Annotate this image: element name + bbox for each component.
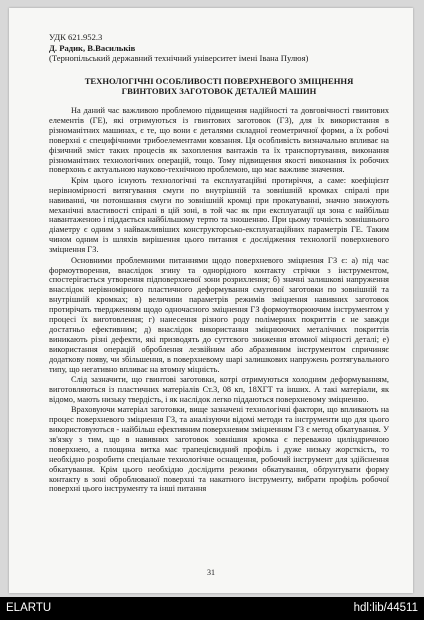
article-body <box>49 106 389 495</box>
document-page <box>9 8 413 593</box>
udc-code: УДК 621.952.3 <box>49 32 103 42</box>
article-title <box>49 76 389 97</box>
affiliation: (Тернопільський державний технічний університет імені Івана Пулюя) <box>49 53 309 64</box>
article-header <box>49 32 308 64</box>
paragraph-2: Крім цього існують технологічні та експлуатаційні протиріччя, а саме: коефіцієнт нерівномірності витягування смуги по внутрішній та зовнішній кромках спіралі при навиванні, чи потоншання смуги по зовнішній кромці при прокатуванні, значно знижують механічні властивості спіралі в цій зоні, в той час як при експлуатації ця зона є найбільш навантаженою і піддається найбільшому тертю та зношенню. При цьому точність зовнішнього діаметру є одним з найважливіших конструкторсько-експлуатаційних параметрів ГЕ. Таким чином одним із шляхів вирішення цього питання є дослідження технології поверхневого зміцнення ГЗ. <box>49 175 389 255</box>
title-line-1: ТЕХНОЛОГІЧНІ ОСОБЛИВОСТІ ПОВЕРХНЕВОГО ЗМІЦНЕННЯ <box>84 76 354 86</box>
repository-footer-bar <box>0 597 424 620</box>
repository-name: ELARTU <box>6 602 52 614</box>
paragraph-1: На даний час важливою проблемою підвищення надійності та довговічності гвинтових елементів (ГЕ), які отримуються із гвинтових заготовок (ГЗ), для їх використання в різноманітних машинах, є те, що вони є деталями складної геометричної форми, а їх робочі поверхні є специфічними трибоелементами ковзання. Ця особливість визначально впливає на фізичний зміст таких процесів як захоплення вантажів та їх транспортування, виконання різноманітних технологічних операцій, тощо. Тому підвищення якості виконання їх робочих поверхонь є актуальною науково-технічною проблемою, що має важливе значення. <box>49 106 389 175</box>
handle-identifier: hdl:lib/44511 <box>353 602 418 614</box>
title-line-2: ГВИНТОВИХ ЗАГОТОВОК ДЕТАЛЕЙ МАШИН <box>121 86 317 97</box>
paragraph-5: Враховуючи матеріал заготовки, вище зазначені технологічні фактори, що впливають на процес поверхневого зміцнення ГЗ, та аналізуючи відомі методи та інструменти що для цього використовуються - найбільш ефективним поверхневим зміцненням ГЗ є метод обкатування. У зв'язку з тим, що в навивних заготовок зовнішня кромка є переважно циліндричною поверхнею, а площина витка має трапецієвидний профіль і дуже низьку жорсткість, то необхідно розробити спеціальне технологічне оснащення, робочий інструмент для здійснення обкатування. Крім цього необхідно дослідити режими обкатування, обґрунтувати форму контакту в зоні оброблюваної поверхні та накатного інструменту, вибрати профіль робочої поверхні цього інструменту та інші питання <box>49 405 389 494</box>
paragraph-4: Слід зазначити, що гвинтові заготовки, котрі отримуються холодним деформуванням, виготовляються із пластичних матеріалів Ст.3, 08 кп, 18ХГТ та інших. А такі матеріали, як відомо, мають низьку твердість, і як наслідок легко піддаються поверхневому зміцненню. <box>49 374 389 404</box>
page-number: 31 <box>207 568 215 577</box>
authors: Д. Радик, В.Васильків <box>49 42 136 53</box>
paragraph-3: Основними проблемними питаннями щодо поверхневого зміцнення ГЗ є: а) під час формоутворення, внаслідок згину та однорідного контакту стрічки з інструментом, спостерігається утворення підповерхневої зони розрихлення; б) значні залишкові напруження внаслідок нерівномірного пластичного деформування смугової заготовки по зовнішній та внутрішній кромках; в) величини параметрів режимів зміцнення навивних заготовок протирічать твердженням щодо одночасного зміцнення ГЗ формоутворюючим інструментом у процесі їх виготовлення; г) нанесення різного роду полімерних покриттів є не завжди достатньо ефективним; д) внаслідок використання зміцнюючих металічних покриттів виникають різні дефекти, які призводять до суттєвого зниження втомної міцності деталі; е) використання операцій оброблення лезвійним або абразивним інструментом спричиняє додаткову появу, чи збільшення, в поверхневому шарі залишкових напружень розтягувального типу, що негативно впливає на втомну міцність. <box>49 255 389 374</box>
